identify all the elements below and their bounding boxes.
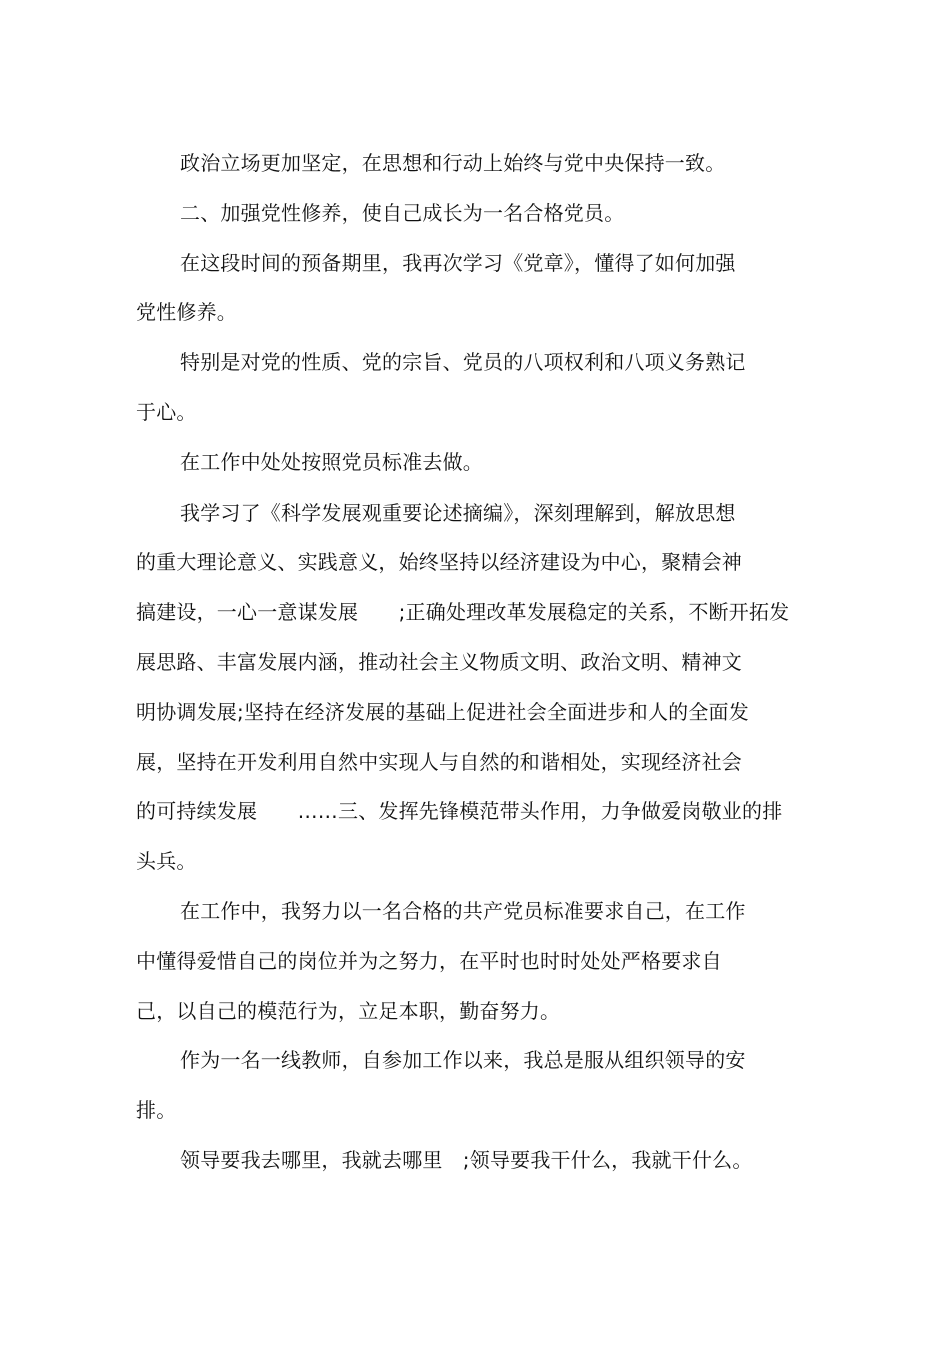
text-line: 在工作中处处按照党员标准去做。 [180, 450, 483, 474]
text-line: 党性修养。 [136, 300, 237, 324]
text-line: 特别是对党的性质、党的宗旨、党员的八项权利和八项义务熟记 [180, 350, 746, 374]
text-line: 展思路、丰富发展内涵，推动社会主义物质文明、政治文明、精神文 [136, 650, 742, 674]
text-line: 展，坚持在开发利用自然中实现人与自然的和谐相处，实现经济社会 [136, 750, 742, 774]
text-line: 明协调发展;坚持在经济发展的基础上促进社会全面进步和人的全面发 [136, 700, 749, 724]
text-line: 己，以自己的模范行为，立足本职，勤奋努力。 [136, 999, 561, 1023]
text-line: 的重大理论意义、实践意义，始终坚持以经济建设为中心，聚精会神 [136, 550, 742, 574]
text-line: 头兵。 [136, 849, 197, 873]
text-line: 搞建设，一心一意谋发展 ;正确处理改革发展稳定的关系，不断开拓发 [136, 600, 790, 624]
section-heading: 二、加强党性修养，使自己成长为一名合格党员。 [180, 201, 625, 225]
text-line: 中懂得爱惜自己的岗位并为之努力，在平时也时时处处严格要求自 [136, 949, 722, 973]
text-line: 排。 [136, 1098, 177, 1122]
text-line: 于心。 [136, 400, 197, 424]
text-line: 在这段时间的预备期里，我再次学习《党章》，懂得了如何加强 [180, 251, 736, 275]
text-line: 作为一名一线教师，自参加工作以来，我总是服从组织领导的安 [180, 1048, 746, 1072]
text-line: 政治立场更加坚定，在思想和行动上始终与党中央保持一致。 [180, 151, 726, 175]
text-line: 领导要我去哪里，我就去哪里 ;领导要我干什么，我就干什么。 [180, 1148, 753, 1172]
text-line: 在工作中，我努力以一名合格的共产党员标准要求自己，在工作 [180, 899, 746, 923]
text-line: 的可持续发展 ……三、发挥先锋模范带头作用，力争做爱岗敬业的排 [136, 799, 783, 823]
text-line: 我学习了《科学发展观重要论述摘编》，深刻理解到，解放思想 [180, 501, 736, 525]
